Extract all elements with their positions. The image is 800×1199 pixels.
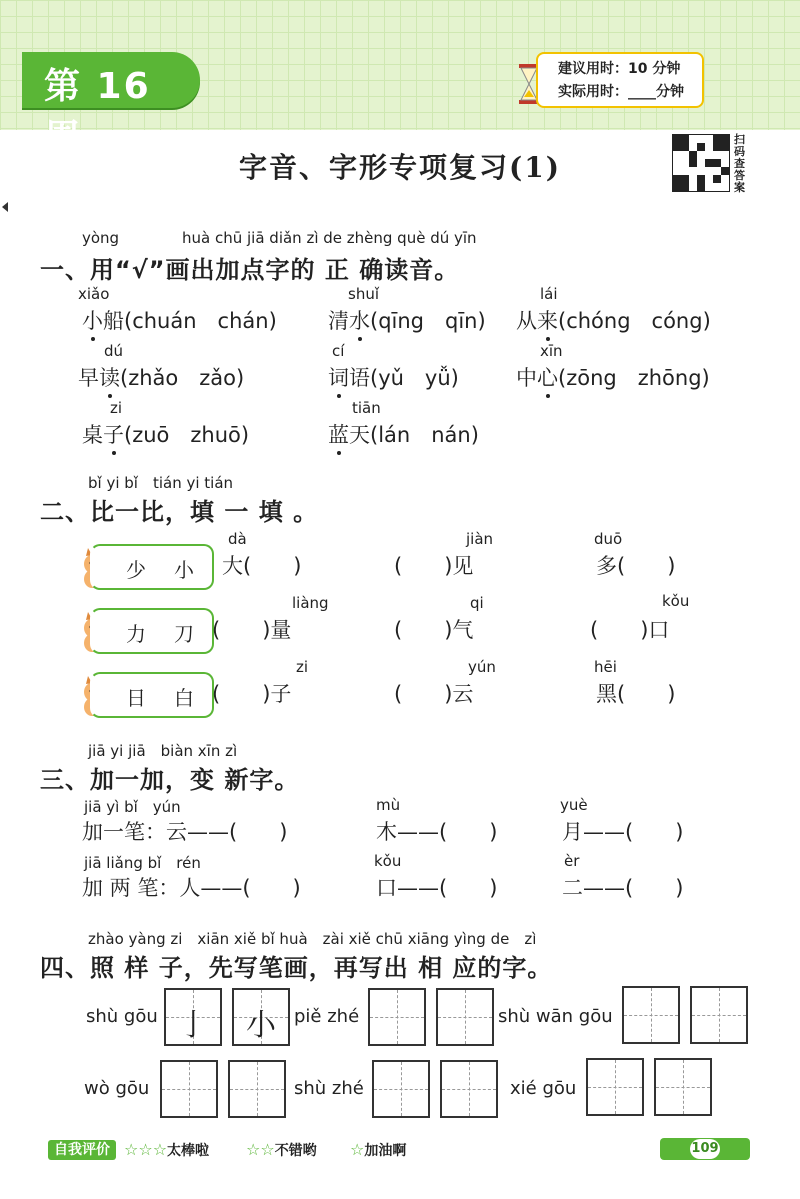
timer-box: [536, 52, 704, 108]
s1-item1: 小船(chuán chán): [82, 305, 277, 335]
pair-char: 白: [174, 686, 194, 710]
s1-item2-pinyin: shuǐ: [348, 285, 379, 303]
s3-heading: 三、加一加，变 新字。: [40, 766, 300, 794]
char-pair-box-3: [90, 672, 214, 718]
s3-r2-pinyin: jiā liǎng bǐ rén: [84, 854, 201, 872]
s3-pinyin: jiā yi jiā biàn xīn zì: [88, 742, 238, 760]
s2-heading: 二、比一比，填 一 填 。: [40, 498, 319, 526]
s1-item4-char-dotted: 读: [99, 362, 120, 392]
s3-r1-pinyin2: mù: [376, 796, 401, 814]
actual-time: 实际用时：____分钟: [558, 84, 684, 100]
s1-item6-char-dotted: 心: [537, 362, 558, 392]
eval-good[interactable]: ☆☆不错哟: [246, 1140, 317, 1159]
writing-grid[interactable]: [228, 1060, 286, 1118]
s1-item2-char-dotted: 水: [349, 305, 370, 335]
s2-r1c1[interactable]: 大( ): [222, 554, 302, 578]
s2-r3c1[interactable]: ( )子: [212, 682, 292, 706]
stroke-label: shù wān gōu: [498, 1006, 613, 1027]
s2-r2c3-pinyin: kǒu: [662, 592, 690, 610]
example-char: 小: [246, 1008, 276, 1043]
writing-grid[interactable]: [160, 1060, 218, 1118]
s1-pinyin-2: huà chū jiā diǎn zì de zhèng què dú yīn: [182, 229, 477, 247]
s4-heading: 四、照 样 子，先写笔画，再写出 相 应的字。: [40, 954, 553, 982]
s2-r1c3-pinyin: duō: [594, 530, 623, 548]
s1-item1-char-dotted: 小: [82, 305, 103, 335]
writing-grid-example-2: [232, 988, 290, 1046]
s2-r3c2-pinyin: yún: [468, 658, 496, 676]
s1-heading: 一、用“√”画出加点字的 正 确读音。: [40, 256, 460, 284]
pair-char: 少: [126, 558, 146, 582]
self-eval-badge: 自我评价: [48, 1140, 116, 1160]
suggested-time: 建议用时：10 分钟: [558, 61, 681, 77]
qr-label: 扫码查答案: [734, 133, 745, 194]
pair-char: 小: [174, 558, 194, 582]
writing-grid[interactable]: [368, 988, 426, 1046]
s1-item7: 桌子(zuō zhuō): [82, 419, 249, 449]
s2-r1c3[interactable]: 多( ): [596, 554, 676, 578]
writing-grid[interactable]: [436, 988, 494, 1046]
writing-grid[interactable]: [586, 1058, 644, 1116]
s1-pinyin-1: yòng: [82, 229, 120, 247]
s1-item5: 词语(yǔ yǚ): [328, 362, 459, 392]
s1-item7-pinyin: zi: [110, 399, 123, 417]
eval-great[interactable]: ☆☆☆太棒啦: [124, 1140, 210, 1159]
s2-r2c1-pinyin: liàng: [292, 594, 329, 612]
qr-code[interactable]: [672, 134, 730, 192]
week-label: 第 16 周: [44, 66, 151, 158]
writing-grid[interactable]: [654, 1058, 712, 1116]
star-icon: ☆: [350, 1140, 365, 1159]
s3-r2-item3[interactable]: 二——( ): [562, 876, 684, 900]
s1-item8-char-dotted: 蓝: [328, 419, 349, 449]
s1-item6: 中心(zōng zhōng): [516, 362, 710, 392]
qr-code-icon: [673, 135, 729, 191]
eval-try[interactable]: ☆加油啊: [350, 1140, 407, 1159]
s3-r1-item2[interactable]: 木——( ): [376, 820, 498, 844]
s1-item1-pinyin: xiǎo: [78, 285, 110, 303]
stroke-label: wò gōu: [84, 1078, 150, 1099]
week-tab: [22, 52, 200, 158]
s2-r2c2-pinyin: qi: [470, 594, 484, 612]
s2-pinyin: bǐ yi bǐ tián yi tián: [88, 474, 234, 492]
s1-item5-char-dotted: 词: [328, 362, 349, 392]
s4-pinyin: zhào yàng zi xiān xiě bǐ huà zài xiě chū xiāng yìng de zì: [88, 930, 537, 948]
s3-r2-item2[interactable]: 口——( ): [376, 876, 498, 900]
s2-r3c2[interactable]: ( )云: [394, 682, 474, 706]
s3-r2-pinyin3: èr: [564, 852, 580, 870]
pair-char: 刀: [174, 622, 194, 646]
stroke-label: shù gōu: [86, 1006, 158, 1027]
writing-grid[interactable]: [622, 986, 680, 1044]
s3-r1-pinyin3: yuè: [560, 796, 588, 814]
s3-r1-item1[interactable]: 加一笔：云——( ): [82, 820, 288, 844]
s1-item5-pinyin: cí: [332, 342, 345, 360]
s3-r2-pinyin2: kǒu: [374, 852, 402, 870]
s1-item3: 从来(chóng cóng): [516, 305, 711, 335]
pair-char: 力: [126, 622, 146, 646]
s2-r3c1-pinyin: zi: [296, 658, 309, 676]
s1-item8-pinyin: tiān: [352, 399, 381, 417]
char-pair-box-1: [90, 544, 214, 590]
s2-r3c3[interactable]: 黑( ): [596, 682, 676, 706]
page-number-badge: [660, 1138, 750, 1160]
stroke-label: xié gōu: [510, 1078, 577, 1099]
writing-grid[interactable]: [440, 1060, 498, 1118]
s2-r1c2-pinyin: jiàn: [466, 530, 494, 548]
writing-grid[interactable]: [690, 986, 748, 1044]
pair-char: 日: [126, 686, 146, 710]
s3-r1-item3[interactable]: 月——( ): [562, 820, 684, 844]
s2-r1c2[interactable]: ( )见: [394, 554, 474, 578]
s1-item3-char-dotted: 来: [537, 305, 558, 335]
writing-grid[interactable]: [372, 1060, 430, 1118]
s3-r1-pinyin: jiā yì bǐ yún: [84, 798, 181, 816]
star-icon: ☆☆: [246, 1140, 275, 1159]
s3-r2-item1[interactable]: 加 两 笔：人——( ): [82, 876, 301, 900]
s2-r2c1[interactable]: ( )量: [212, 618, 292, 642]
s2-r3c3-pinyin: hēi: [594, 658, 617, 676]
example-stroke: 亅: [178, 1008, 208, 1043]
writing-grid-example-1: [164, 988, 222, 1046]
s2-r1c1-pinyin: dà: [228, 530, 247, 548]
s2-r2c2[interactable]: ( )气: [394, 618, 474, 642]
stroke-label: shù zhé: [294, 1078, 364, 1099]
s1-item4-pinyin: dú: [104, 342, 124, 360]
s1-item4: 早读(zhǎo zǎo): [78, 362, 244, 392]
page-number: 109: [690, 1139, 720, 1159]
s1-item3-pinyin: lái: [540, 285, 558, 303]
s1-item8: 蓝天(lán nán): [328, 419, 479, 449]
s2-r2c3[interactable]: ( )口: [590, 618, 670, 642]
s1-item2: 清水(qīng qīn): [328, 305, 486, 335]
page-title: 字音、字形专项复习(1): [239, 151, 561, 184]
margin-arrow-icon: [2, 202, 8, 212]
s1-item7-char-dotted: 子: [103, 419, 124, 449]
star-icon: ☆☆☆: [124, 1140, 168, 1159]
s1-item6-pinyin: xīn: [540, 342, 563, 360]
stroke-label: piě zhé: [294, 1006, 360, 1027]
char-pair-box-2: [90, 608, 214, 654]
